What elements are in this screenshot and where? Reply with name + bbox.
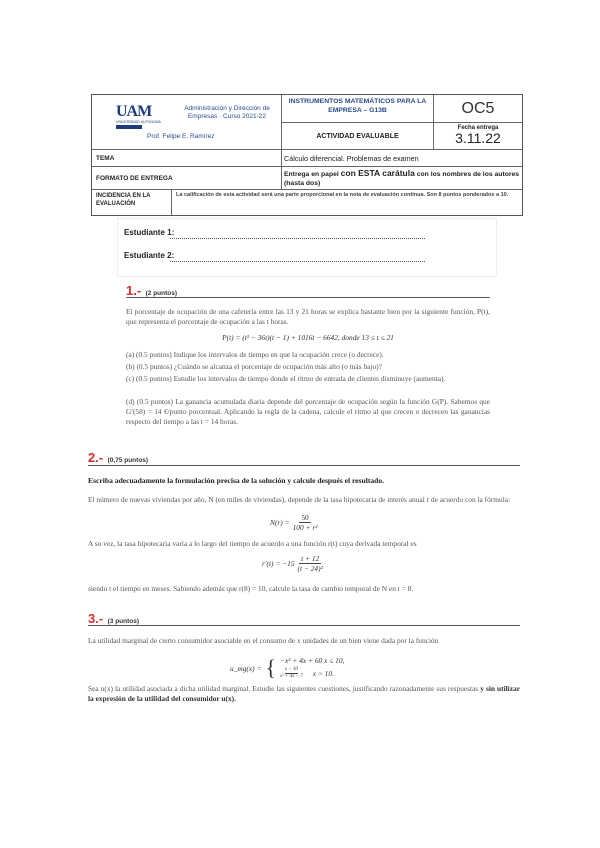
student-2-field[interactable] bbox=[170, 261, 425, 262]
question-2-instruction: Escriba adecuadamente la formulación precisa de la solución y calcule después el resultado. bbox=[88, 476, 385, 485]
student-2-label: Estudiante 2: bbox=[124, 251, 175, 260]
question-2-intro: El número de nuevas viviendas por año, N (en miles de viviendas), depende de la tasa hipotecaria de interés anual r de acuerdo con la fórmula: bbox=[88, 495, 511, 504]
question-1-part-b: (b) (0.5 puntos) ¿Cuándo se alcanza el porcentaje de ocupación más alto (o más bajo)? bbox=[126, 362, 382, 371]
incidencia-value: La calificación de esta actividad será una parte proporcional en la nota de evaluación continua. Son 8 puntos ponderados a 10. bbox=[176, 192, 509, 198]
formato-text-a: Entrega en papel bbox=[284, 171, 341, 178]
question-2-formula-1 bbox=[270, 513, 317, 532]
students-box bbox=[117, 218, 497, 277]
formula-2-fraction bbox=[298, 554, 323, 573]
formula-1-fraction bbox=[293, 513, 318, 532]
formula-3-brace: { bbox=[265, 655, 277, 680]
question-2-points: (0,75 puntos) bbox=[107, 457, 149, 464]
question-3-points: (3 puntos) bbox=[107, 618, 140, 625]
formula-1-left: N(r) = bbox=[270, 518, 290, 527]
question-1-formula: P(t) = (t² − 36t)(t − 1) + 1016t − 6642, donde 13 ≤ t ≤ 21 bbox=[222, 333, 394, 342]
question-1-rule bbox=[126, 297, 490, 298]
subject-title: INSTRUMENTOS MATEMÁTICOS PARA LA EMPRESA – G13B bbox=[282, 95, 434, 123]
question-2-rule bbox=[88, 465, 520, 466]
student-1-field[interactable] bbox=[170, 238, 425, 239]
formula-3-case-2-numerator: x − 10 bbox=[284, 667, 298, 672]
student-1-label: Estudiante 1: bbox=[124, 228, 175, 237]
question-1-part-c: (c) (0.5 puntos) Estudie los intervalos de tiempo donde el ritmo de entrada de clientes disminuye (aumenta). bbox=[126, 374, 446, 383]
due-date-cell bbox=[434, 123, 522, 150]
header-left-cell bbox=[92, 95, 282, 150]
formula-3-case-2-fraction bbox=[280, 667, 303, 680]
logo-subtitle: UNIVERSIDAD AUTONOMA bbox=[116, 120, 161, 124]
question-1-part-d: (d) (0.5 puntos) La ganancia acumulada diaria depende del porcentaje de ocupación según la función G(P). Sabemos que G′(58) = 14 €/punto porcentual. Aplicando la regla de la cadena, calcule el ritmo al que crecen o decrecen las ganancias respecto del tiempo a las t = 14 horas. bbox=[126, 397, 490, 426]
professor-name: Prof. Felipe E. Ramírez bbox=[147, 133, 215, 140]
question-3-intro: La utilidad marginal de cierto consumidor asociable en el consumo de x unidades de un bien viene dada por la función bbox=[88, 636, 439, 645]
formula-2-left: r′(t) = −15 bbox=[262, 559, 295, 568]
question-3-formula bbox=[230, 656, 344, 680]
course-info bbox=[177, 105, 277, 121]
formula-2-numerator: t + 12 bbox=[301, 554, 320, 563]
question-2-middle: A su vez, la tasa hipotecaria varía a lo largo del tiempo de acuerdo a una función r(t) cuya derivada temporal es bbox=[88, 539, 417, 548]
activity-type: ACTIVIDAD EVALUABLE bbox=[282, 123, 434, 150]
tema-value: Cálculo diferencial. Problemas de examen bbox=[282, 150, 522, 167]
course-line-2: Empresas · Curso 2021-22 bbox=[187, 113, 267, 120]
formula-3-cases bbox=[280, 656, 344, 680]
question-2-formula-2 bbox=[262, 554, 323, 573]
formula-3-case-2 bbox=[280, 667, 344, 680]
question-2-end: siendo t el tiempo en meses. Sabiendo además que r(8) = 10, calcule la tasa de cambio temporal de N en t = 8. bbox=[88, 584, 414, 593]
due-date-label: Fecha entrega bbox=[457, 125, 499, 131]
incidencia-label: INCIDENCIA EN LA EVALUACIÓN bbox=[92, 190, 172, 215]
formato-text-c: con los nombres de los autores (hasta dos) bbox=[284, 171, 520, 187]
formula-3-case-1: −x² + 4x + 60 x ≤ 10, bbox=[280, 656, 345, 665]
formula-1-numerator: 50 bbox=[301, 513, 309, 522]
university-logo bbox=[116, 103, 161, 129]
question-3-end-b: y sin utilizar la expresión de la utilidad del consumidor u(x). bbox=[88, 684, 520, 703]
formato-label: FORMATO DE ENTREGA bbox=[92, 167, 282, 190]
question-3-number: 3.- bbox=[88, 611, 104, 626]
question-3-rule bbox=[88, 625, 520, 626]
question-1-number: 1.- bbox=[126, 283, 142, 298]
header-table bbox=[91, 94, 523, 216]
question-1-points: (2 puntos) bbox=[145, 290, 178, 297]
formula-1-denominator: 100 + r² bbox=[292, 523, 318, 532]
formula-3-left: u_mg(x) = bbox=[230, 663, 262, 673]
question-3-end-a: Sea u(x) la utilidad asociada a dicha utilidad marginal. Estudie las siguientes cuestiones, justificando razonadamente sus respuestas bbox=[88, 684, 481, 693]
due-date-value: 3.11.22 bbox=[455, 130, 501, 146]
question-1-part-a: (a) (0.5 puntos) Indique los intervalos de tiempo en que la ocupación crece (o decrece). bbox=[126, 350, 384, 359]
activity-code: OC5 bbox=[434, 95, 522, 123]
formato-text-b: con ESTA carátula bbox=[340, 168, 415, 178]
question-3-end bbox=[88, 684, 520, 704]
course-line-1: Administración y Dirección de bbox=[184, 105, 270, 112]
formato-value bbox=[282, 167, 522, 190]
logo-bar bbox=[116, 125, 142, 129]
formula-3-case-2-denominator: x² + 4x − 7 bbox=[280, 674, 303, 679]
question-1-intro: El porcentaje de ocupación de una cafetería entre las 13 y 21 horas se explica bastante bien por la siguiente función, P(t), que representa el porcentaje de ocupación a las t horas. bbox=[126, 307, 490, 326]
tema-label: TEMA bbox=[92, 150, 282, 167]
formula-2-denominator: (t − 24)² bbox=[297, 564, 323, 573]
question-2-number: 2.- bbox=[88, 450, 104, 465]
logo-text: UAM bbox=[116, 103, 152, 120]
formula-3-case-2-condition: x > 10. bbox=[312, 669, 334, 678]
